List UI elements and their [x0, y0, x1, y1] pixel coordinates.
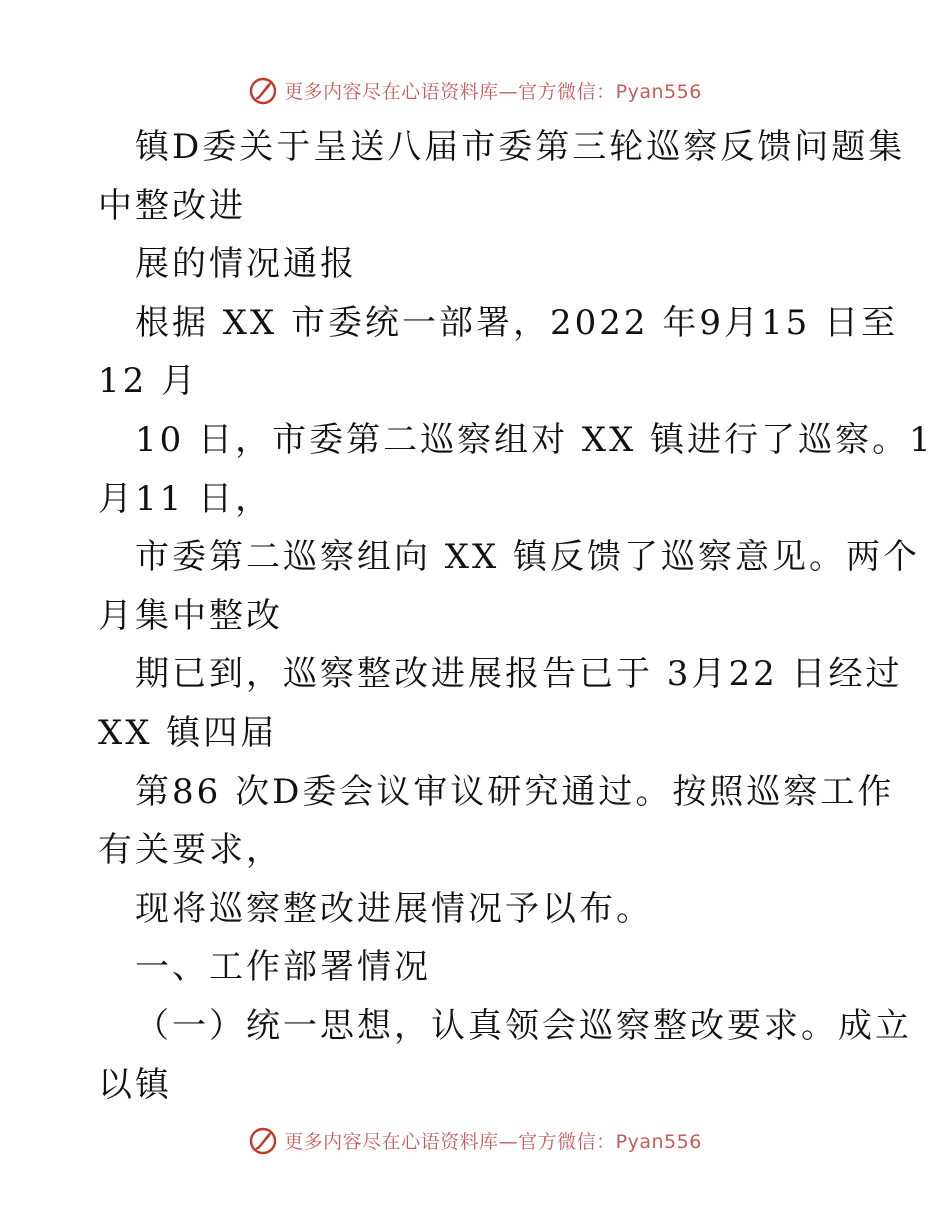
text-line: 镇D委关于呈送八届市委第三轮巡察反馈问题集 — [135, 127, 906, 167]
text-line: 以镇 — [98, 1064, 172, 1105]
quill-logo-icon — [248, 75, 278, 105]
quill-logo-icon — [248, 1125, 278, 1155]
watermark-text: 更多内容尽在心语资料库—官方微信：Pyan556 — [284, 80, 702, 103]
text-line: 12 月 — [98, 361, 199, 402]
document-body — [98, 118, 934, 1114]
text-line: 第86 次D委会议审议研究通过。按照巡察工作 — [135, 771, 895, 812]
text-line: 中整改进 — [98, 185, 246, 226]
watermark-text: 更多内容尽在心语资料库—官方微信：Pyan556 — [284, 1130, 702, 1153]
text-line: 月集中整改 — [98, 595, 283, 636]
text-line: （一）统一思想，认真领会巡察整改要求。成立 — [135, 1005, 912, 1046]
text-line: 现将巡察整改进展情况予以布。 — [135, 888, 653, 929]
text-line: 有关要求， — [98, 830, 283, 871]
text-line: 月11 日， — [98, 478, 273, 519]
text-line: 10 日，市委第二巡察组对 XX 镇进行了巡察。1 — [135, 419, 934, 460]
text-line: 展的情况通报 — [135, 244, 357, 285]
watermark-top — [0, 70, 950, 110]
text-line: 期已到，巡察整改进展报告已于 3月22 日经过 — [135, 654, 903, 695]
text-line: 市委第二巡察组向 XX 镇反馈了巡察意见。两个 — [135, 537, 921, 578]
section-heading: 一、工作部署情况 — [135, 947, 431, 988]
text-line: 根据 XX 市委统一部署，2022 年9月15 日至 — [135, 302, 899, 343]
text-line: XX 镇四届 — [98, 712, 278, 753]
watermark-bottom — [0, 1120, 950, 1160]
